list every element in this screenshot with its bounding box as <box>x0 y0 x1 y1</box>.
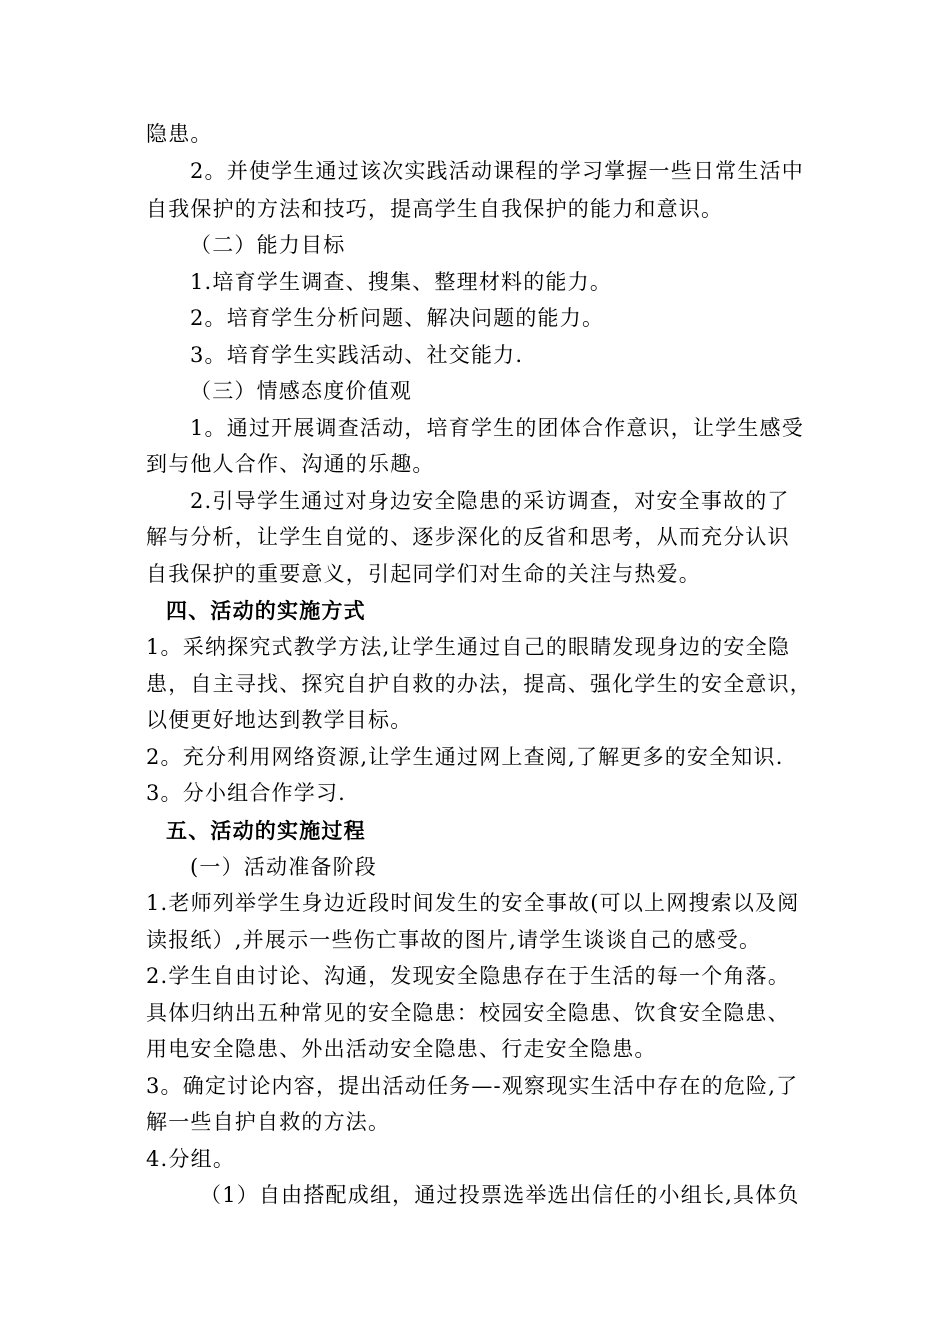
text-line: 用电安全隐患、外出活动安全隐患、行走安全隐患。 <box>146 1037 657 1061</box>
text-line: 3。培育学生实践活动、社交能力. <box>190 343 524 367</box>
text-line: 2.引导学生通过对身边安全隐患的采访调查，对安全事故的了 <box>190 489 790 513</box>
text-line: 到与他人合作、沟通的乐趣。 <box>146 452 435 476</box>
text-line: 患，自主寻找、探究自护自救的办法，提高、强化学生的安全意识， <box>146 672 812 696</box>
text-line: 1。采纳探究式教学方法,让学生通过自己的眼睛发现身边的安全隐 <box>146 635 791 659</box>
section-heading: 四、活动的实施方式 <box>166 598 366 623</box>
text-line: 1.老师列举学生身边近段时间发生的安全事故(可以上网搜索以及阅 <box>146 891 800 915</box>
text-line: 自我保护的方法和技巧，提高学生自我保护的能力和意识。 <box>146 197 724 221</box>
section-subheading: （三）情感态度价值观 <box>190 379 412 403</box>
text-line: 1。通过开展调查活动，培育学生的团体合作意识，让学生感受 <box>190 416 804 440</box>
text-line: 解一些自护自救的方法。 <box>146 1110 391 1134</box>
text-line: （1）自由搭配成组，通过投票选举选出信任的小组长,具体负 <box>200 1183 800 1207</box>
text-line: 1.培育学生调查、搜集、整理材料的能力。 <box>190 270 613 294</box>
text-line: 解与分析，让学生自觉的、逐步深化的反省和思考，从而充分认识 <box>146 525 790 549</box>
section-subheading: （二）能力目标 <box>190 233 346 257</box>
text-line: 自我保护的重要意义，引起同学们对生命的关注与热爱。 <box>146 562 701 586</box>
text-line: 具体归纳出五种常见的安全隐患：校园安全隐患、饮食安全隐患、 <box>146 1001 790 1025</box>
text-line: 2.学生自由讨论、沟通，发现安全隐患存在于生活的每一个角落。 <box>146 964 791 988</box>
text-line: 读报纸）,并展示一些伤亡事故的图片,请学生谈谈自己的感受。 <box>146 928 762 952</box>
text-line: 4.分组。 <box>146 1147 236 1171</box>
section-heading: 五、活动的实施过程 <box>166 818 366 843</box>
text-line: 隐患。 <box>146 122 213 146</box>
text-line: 3。确定讨论内容，提出活动任务—-观察现实生活中存在的危险,了 <box>146 1074 799 1098</box>
text-line: 2。培育学生分析问题、解决问题的能力。 <box>190 306 605 330</box>
text-line: 2。并使学生通过该次实践活动课程的学习掌握一些日常生活中 <box>190 159 804 183</box>
text-line: 3。分小组合作学习. <box>146 781 347 805</box>
text-line: 以便更好地达到教学目标。 <box>146 708 413 732</box>
section-subheading: (一）活动准备阶段 <box>190 855 377 879</box>
text-line: 2。充分利用网络资源,让学生通过网上查阅,了解更多的安全知识. <box>146 745 784 769</box>
